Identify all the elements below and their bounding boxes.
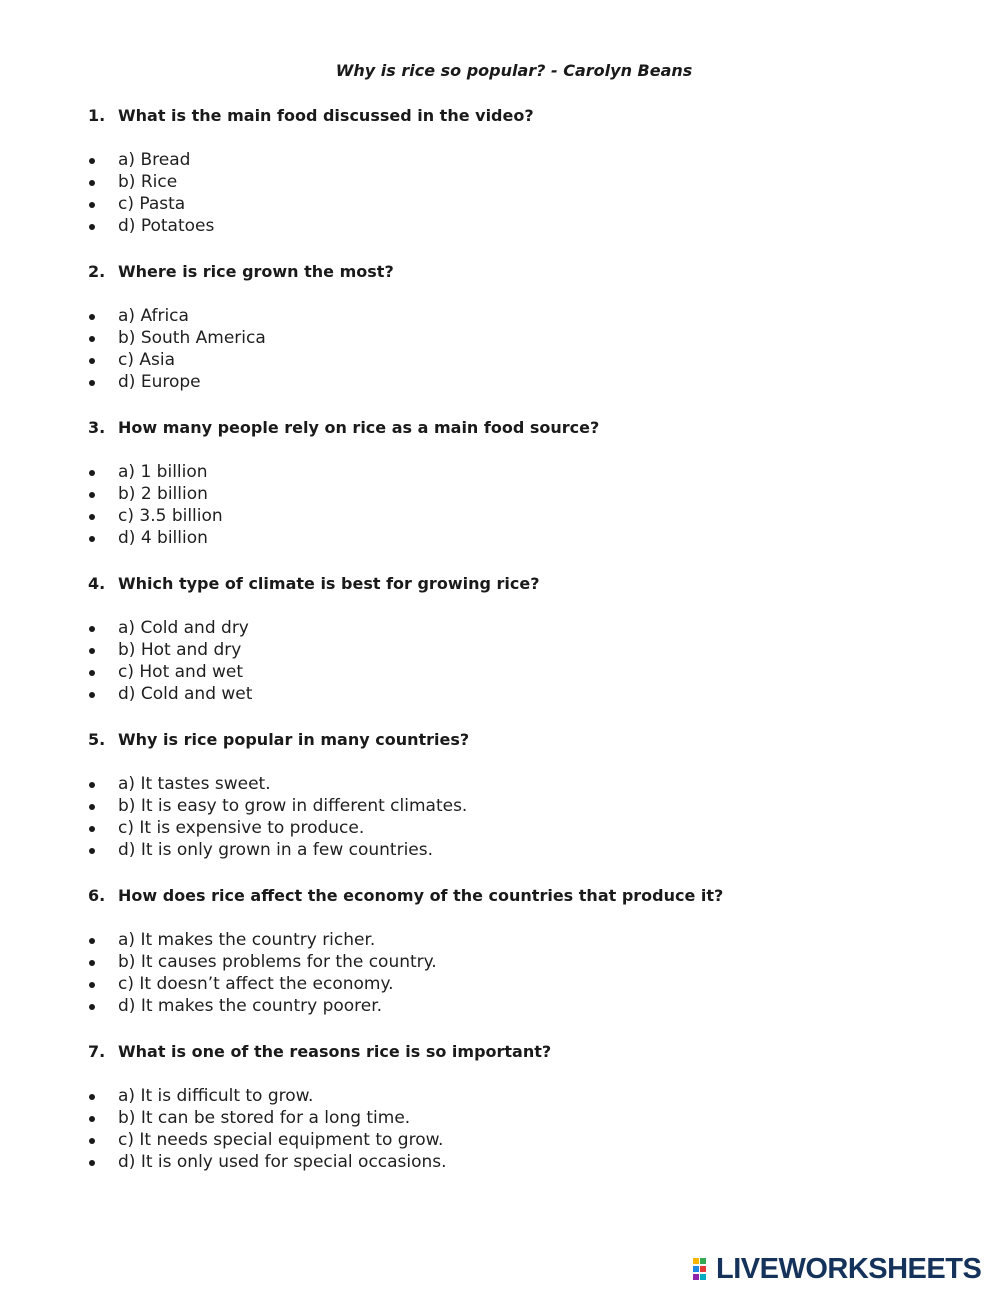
liveworksheets-logo xyxy=(693,1254,993,1284)
bullet-icon xyxy=(89,826,95,832)
bullet-icon xyxy=(89,804,95,810)
option-text: c) 3.5 billion xyxy=(118,506,223,526)
bullet-icon xyxy=(89,670,95,676)
worksheet-title: Why is rice so popular? - Carolyn Beans xyxy=(335,61,693,80)
option-text: d) It is only grown in a few countries. xyxy=(118,840,434,860)
bullet-icon xyxy=(89,492,95,498)
option-text: d) It makes the country poorer. xyxy=(118,996,383,1016)
bullet-icon xyxy=(89,202,95,208)
option-text: d) 4 billion xyxy=(118,528,208,548)
option-text: b) It can be stored for a long time. xyxy=(118,1108,411,1128)
question-number: 6. xyxy=(88,886,106,905)
bullet-icon xyxy=(89,626,95,632)
option-text: a) 1 billion xyxy=(118,462,208,482)
option-text: b) 2 billion xyxy=(118,484,208,504)
bullet-icon xyxy=(89,938,95,944)
option-text: d) It is only used for special occasions. xyxy=(118,1152,447,1172)
option-text: b) South America xyxy=(118,328,266,348)
option-text: c) It is expensive to produce. xyxy=(118,818,365,838)
bullet-icon xyxy=(89,336,95,342)
question-number: 7. xyxy=(88,1042,106,1061)
bullet-icon xyxy=(89,158,95,164)
option-text: d) Potatoes xyxy=(118,216,215,236)
bullet-icon xyxy=(89,380,95,386)
question-text: How many people rely on rice as a main food source? xyxy=(118,418,600,437)
question-text: Why is rice popular in many countries? xyxy=(118,730,470,749)
bullet-icon xyxy=(89,514,95,520)
bullet-icon xyxy=(89,782,95,788)
bullet-icon xyxy=(89,180,95,186)
question-text: What is one of the reasons rice is so important? xyxy=(118,1042,552,1061)
bullet-icon xyxy=(89,982,95,988)
bullet-icon xyxy=(89,960,95,966)
option-text: c) Hot and wet xyxy=(118,662,244,682)
option-text: a) Cold and dry xyxy=(118,618,249,638)
option-text: c) Asia xyxy=(118,350,176,370)
bullet-icon xyxy=(89,1116,95,1122)
bullet-icon xyxy=(89,1094,95,1100)
question-text: Which type of climate is best for growing rice? xyxy=(118,574,540,593)
option-text: d) Cold and wet xyxy=(118,684,253,704)
bullet-icon xyxy=(89,536,95,542)
bullet-icon xyxy=(89,314,95,320)
option-text: a) It makes the country richer. xyxy=(118,930,376,950)
bullet-icon xyxy=(89,1004,95,1010)
option-text: b) Hot and dry xyxy=(118,640,242,660)
option-text: b) It causes problems for the country. xyxy=(118,952,437,972)
option-text: a) It tastes sweet. xyxy=(118,774,271,794)
bullet-icon xyxy=(89,224,95,230)
bullet-icon xyxy=(89,1160,95,1166)
option-text: a) It is difficult to grow. xyxy=(118,1086,314,1106)
logo-text: LIVEWORKSHEETS xyxy=(716,1253,982,1285)
option-text: c) It doesn’t affect the economy. xyxy=(118,974,394,994)
bullet-icon xyxy=(89,692,95,698)
bullet-icon xyxy=(89,358,95,364)
option-text: b) Rice xyxy=(118,172,178,192)
option-text: c) Pasta xyxy=(118,194,186,214)
option-text: d) Europe xyxy=(118,372,201,392)
option-text: a) Africa xyxy=(118,306,189,326)
question-number: 4. xyxy=(88,574,106,593)
bullet-icon xyxy=(89,648,95,654)
option-text: c) It needs special equipment to grow. xyxy=(118,1130,444,1150)
option-text: b) It is easy to grow in different climates. xyxy=(118,796,468,816)
question-number: 1. xyxy=(88,106,106,125)
bullet-icon xyxy=(89,848,95,854)
question-number: 5. xyxy=(88,730,106,749)
liveworksheets-logo-icon xyxy=(693,1258,713,1280)
question-text: What is the main food discussed in the video? xyxy=(118,106,534,125)
option-text: a) Bread xyxy=(118,150,191,170)
question-text: Where is rice grown the most? xyxy=(118,262,394,281)
question-text: How does rice affect the economy of the countries that produce it? xyxy=(118,886,724,905)
bullet-icon xyxy=(89,1138,95,1144)
bullet-icon xyxy=(89,470,95,476)
question-number: 3. xyxy=(88,418,106,437)
question-number: 2. xyxy=(88,262,106,281)
